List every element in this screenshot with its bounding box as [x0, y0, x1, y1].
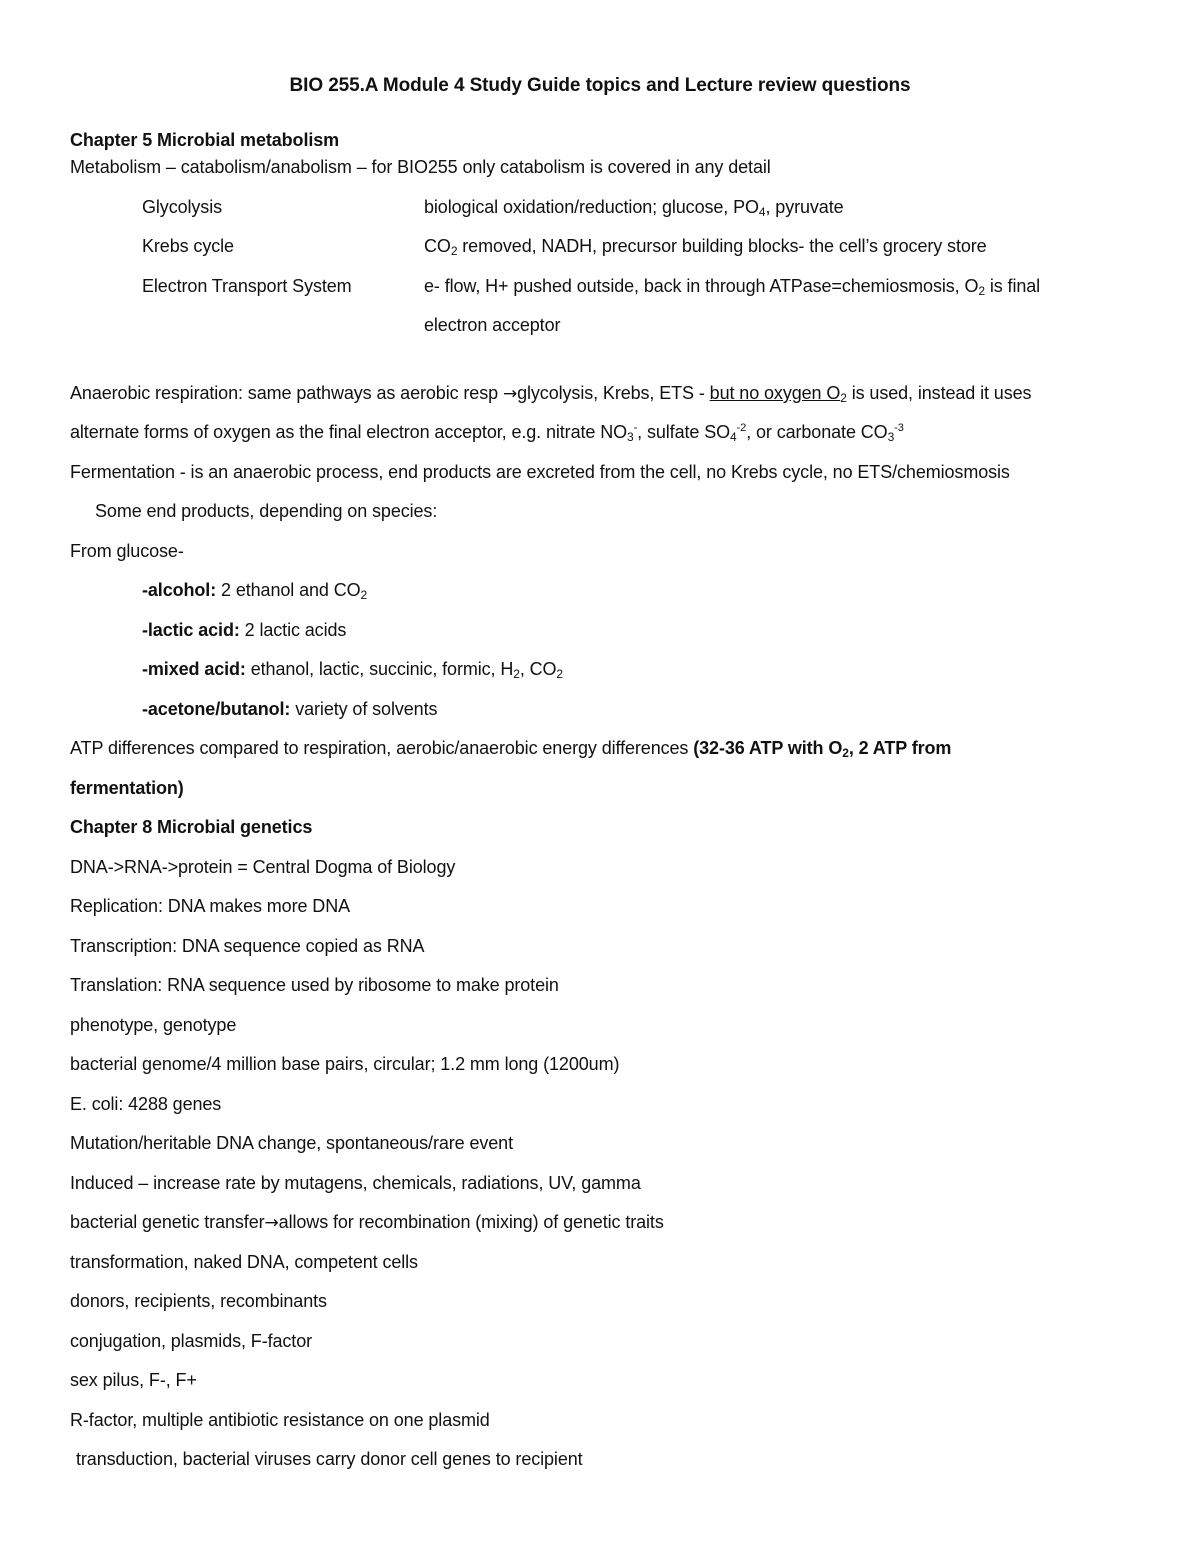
glycolysis-desc: biological oxidation/reduction; glucose, $PO_4$, pyruvate — [424, 197, 844, 219]
alternate-acceptors: alternate forms of oxygen as the final electron acceptor, e.g. nitrate $NO_3^-$, sulfate $SO_4^{-2}$, or carbonate $CO_3^{-3}$ — [70, 422, 904, 444]
some-end-products: Some end products, depending on species: — [95, 501, 438, 521]
from-glucose: From glucose- — [70, 541, 184, 561]
atp-differences: ATP differences compared to respiration, aerobic/anaerobic energy differences (32-36 ATP with $O_2$, 2 ATP from — [70, 738, 952, 760]
genetics-line: transduction, bacterial viruses carry donor cell genes to recipient — [76, 1449, 583, 1469]
genetics-line: Translation: RNA sequence used by ribosome to make protein — [70, 975, 559, 995]
genetic-transfer-line: bacterial genetic transfer→allows for recombination (mixing) of genetic traits — [70, 1212, 664, 1233]
fermentation-line: Fermentation - is an anaerobic process, end products are excreted from the cell, no Krebs cycle, no ETS/chemiosmosis — [70, 462, 1010, 482]
page-title: BIO 255.A Module 4 Study Guide topics and Lecture review questions — [289, 75, 911, 96]
krebs-term: Krebs cycle — [142, 236, 234, 256]
genetics-line: Mutation/heritable DNA change, spontaneous/rare event — [70, 1133, 513, 1153]
chapter-5-heading: Chapter 5 Microbial metabolism — [70, 130, 340, 150]
right-arrow-icon: → — [264, 1213, 279, 1233]
genetics-line: Replication: DNA makes more DNA — [70, 896, 350, 916]
metabolism-intro: Metabolism – catabolism/anabolism – for BIO255 only catabolism is covered in any detail — [70, 157, 771, 177]
ets-desc-cont: electron acceptor — [424, 315, 561, 335]
krebs-desc: $CO_2$ removed, NADH, precursor building blocks- the cell’s grocery store — [424, 236, 987, 258]
genetics-line: bacterial genome/4 million base pairs, circular; 1.2 mm long (1200um) — [70, 1054, 620, 1074]
chapter-8-heading: Chapter 8 Microbial genetics — [70, 817, 313, 837]
genetics-line: sex pilus, F-, F+ — [70, 1370, 197, 1390]
product-lactic-acid: -lactic acid: 2 lactic acids — [142, 620, 347, 640]
genetics-line: E. coli: 4288 genes — [70, 1094, 222, 1114]
product-mixed-acid: -mixed acid: ethanol, lactic, succinic, formic, $H_2$, $CO_2$ — [142, 659, 563, 681]
ets-term: Electron Transport System — [142, 276, 352, 296]
ets-desc: e- flow, H+ pushed outside, back in through ATPase=chemiosmosis, $O_2$ is final — [424, 276, 1041, 298]
genetics-line: R-factor, multiple antibiotic resistance on one plasmid — [70, 1410, 490, 1430]
glycolysis-term: Glycolysis — [142, 197, 223, 217]
genetics-line: transformation, naked DNA, competent cells — [70, 1252, 418, 1272]
genetics-line: Induced – increase rate by mutagens, chemicals, radiations, UV, gamma — [70, 1173, 641, 1193]
atp-differences-cont: fermentation) — [70, 778, 184, 798]
product-acetone-butanol: -acetone/butanol: variety of solvents — [142, 699, 438, 719]
right-arrow-icon: → — [502, 384, 518, 404]
genetics-line: donors, recipients, recombinants — [70, 1291, 327, 1311]
genetics-line: DNA->RNA->protein = Central Dogma of Biology — [70, 857, 456, 877]
product-alcohol: -alcohol: 2 ethanol and $CO_2$ — [142, 580, 368, 602]
anaerobic-respiration: Anaerobic respiration: same pathways as aerobic resp →glycolysis, Krebs, ETS - but no oxygen $O_2$ is used, instead it uses — [70, 383, 1032, 405]
genetics-line: conjugation, plasmids, F-factor — [70, 1331, 313, 1351]
genetics-line: Transcription: DNA sequence copied as RNA — [70, 936, 425, 956]
genetics-line: phenotype, genotype — [70, 1015, 237, 1035]
